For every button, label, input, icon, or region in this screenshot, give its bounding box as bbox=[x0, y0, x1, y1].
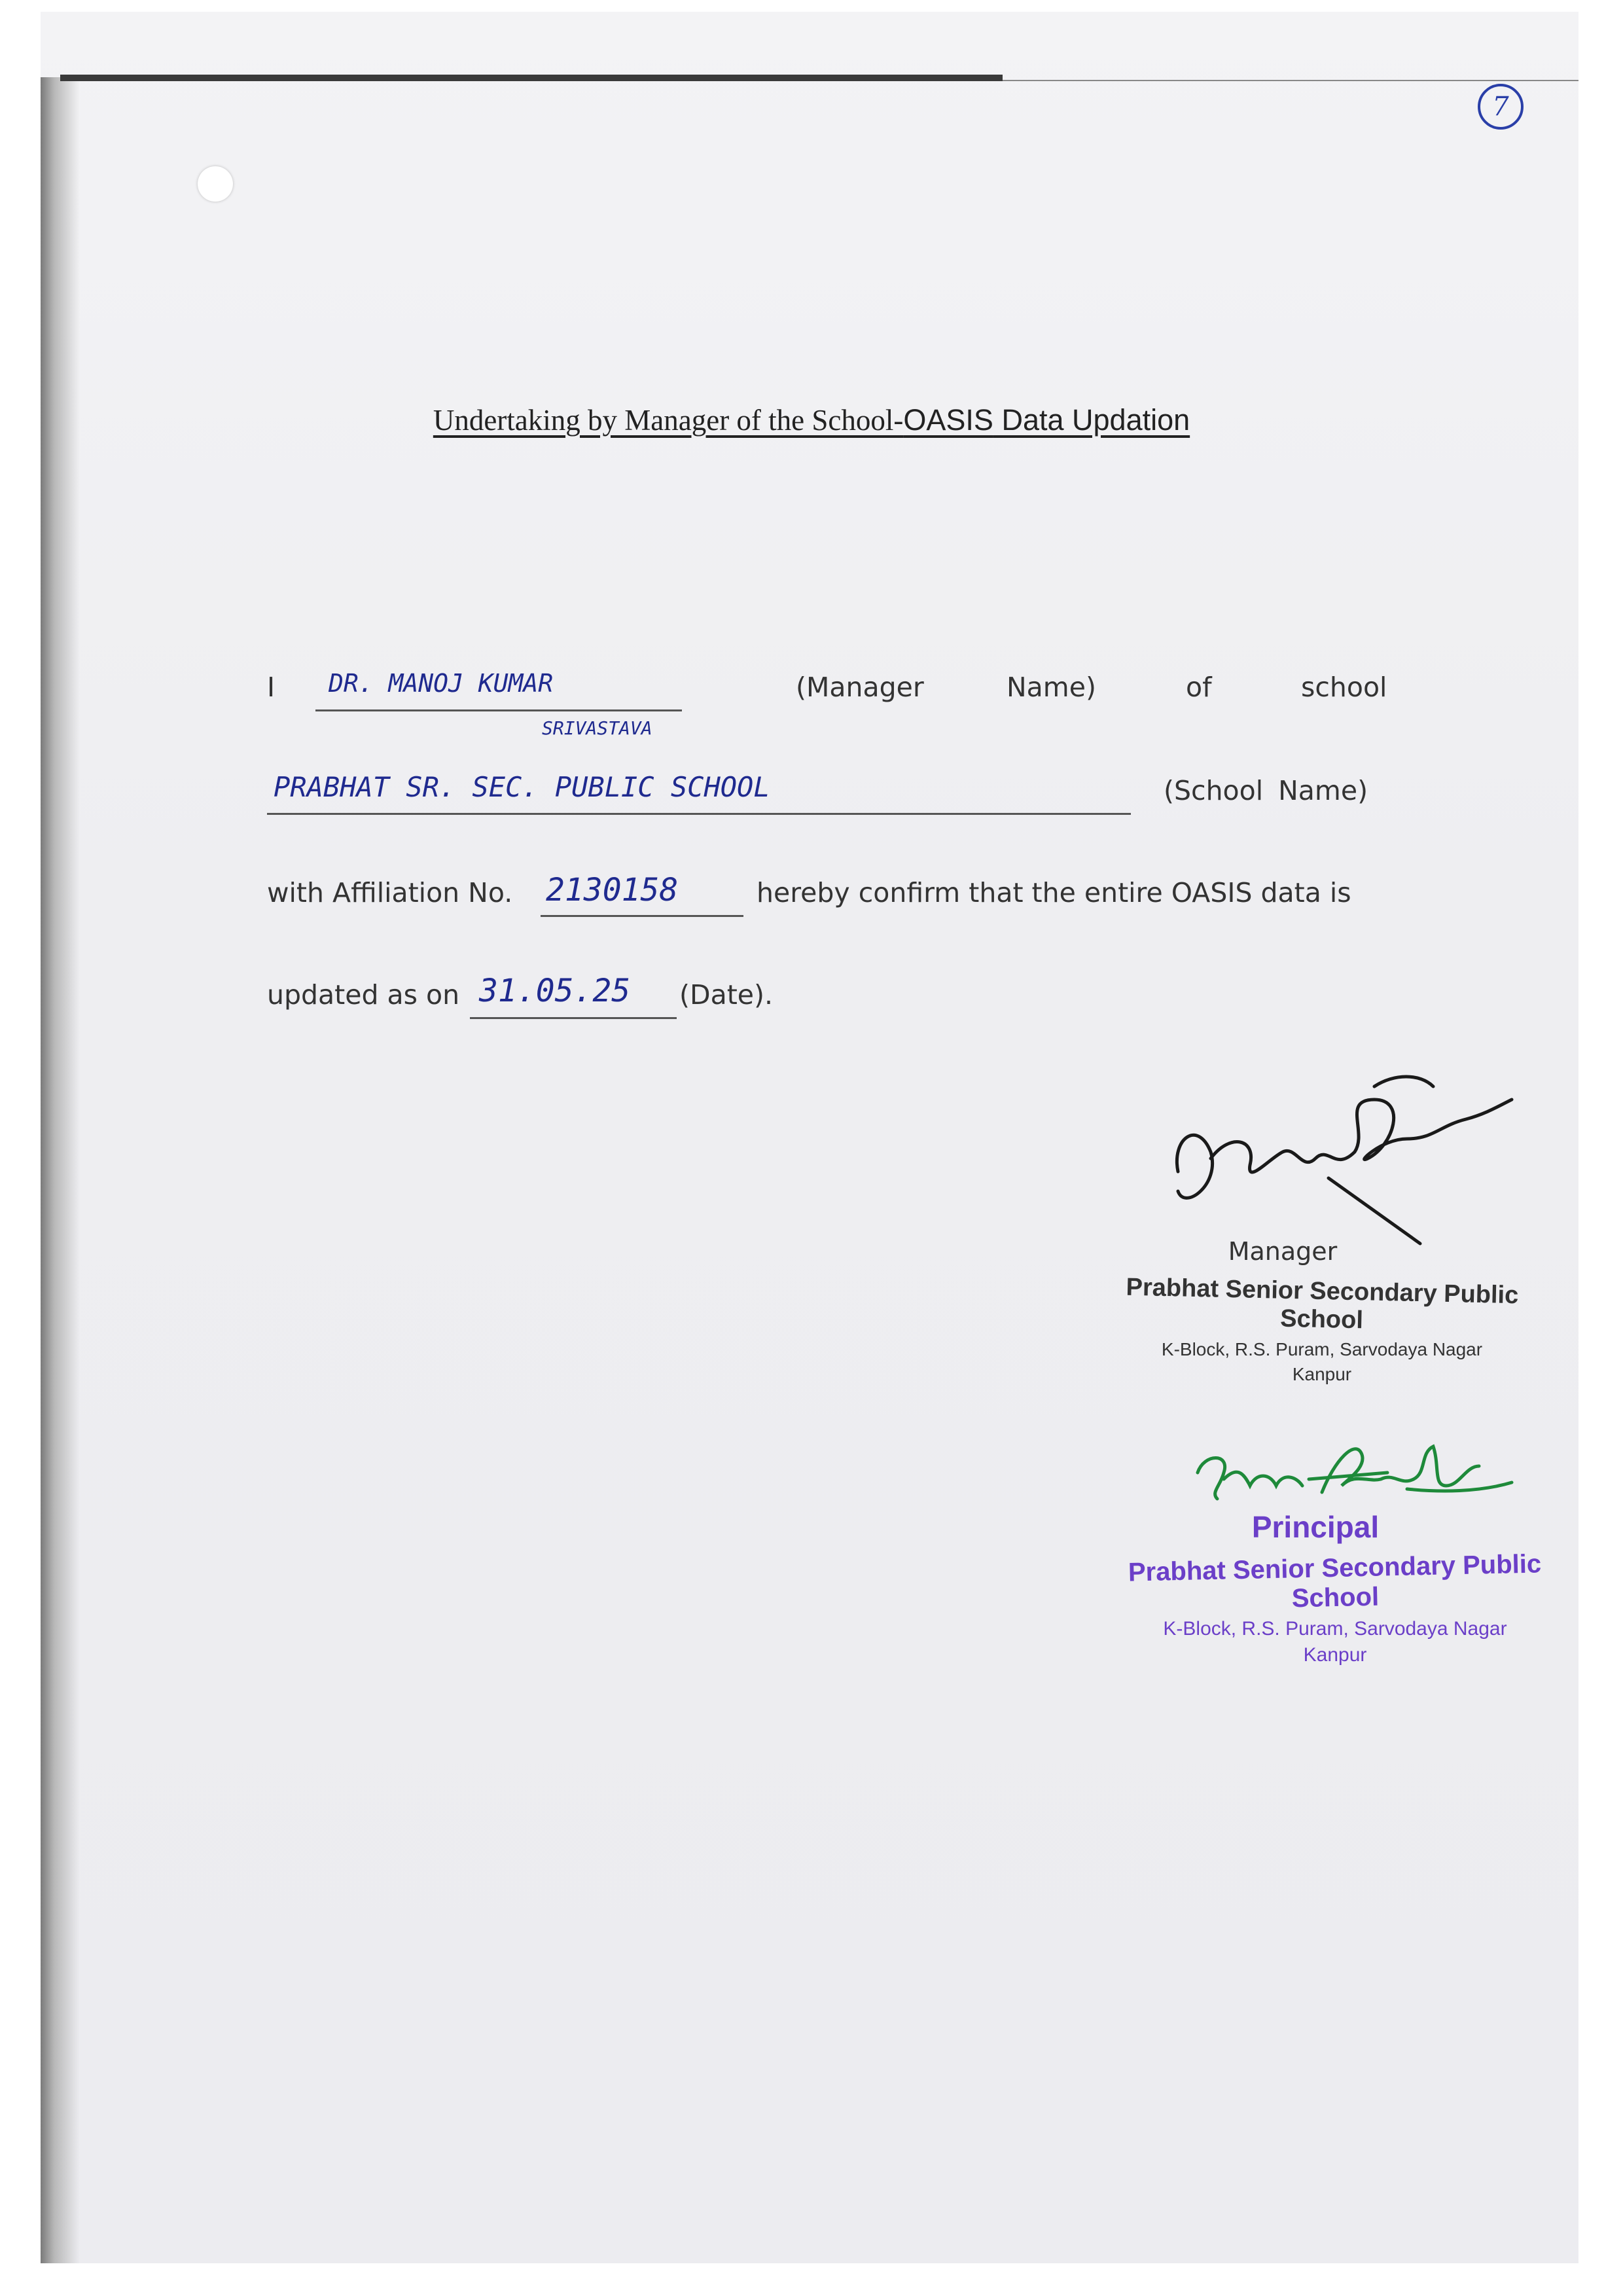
affiliation-number: 2130158 bbox=[546, 872, 679, 908]
top-edge-line bbox=[1003, 80, 1578, 81]
principal-stamp bbox=[1099, 1509, 1571, 1666]
affiliation-suffix: hereby confirm that the entire OASIS data is bbox=[757, 877, 1351, 908]
principal-stamp-city: Kanpur bbox=[1303, 1644, 1367, 1666]
title-part-2: OASIS bbox=[903, 403, 993, 437]
manager-stamp-address: K-Block, R.S. Puram, Sarvodaya Nagar bbox=[1161, 1339, 1483, 1359]
principal-stamp-address: K-Block, R.S. Puram, Sarvodaya Nagar bbox=[1163, 1618, 1507, 1640]
punch-hole bbox=[198, 166, 233, 202]
manager-name-value-continued: SRIVASTAVA bbox=[542, 717, 652, 739]
principal-signature bbox=[1191, 1427, 1518, 1512]
manager-name-blank bbox=[315, 669, 682, 711]
title-part-1: Undertaking by Manager of the School- bbox=[433, 404, 904, 437]
label-manager: (Manager bbox=[796, 672, 924, 703]
label-school: school bbox=[1301, 672, 1387, 703]
affiliation-blank bbox=[541, 872, 743, 917]
manager-role: Manager bbox=[1228, 1237, 1338, 1266]
label-name: Name) bbox=[1007, 672, 1096, 703]
school-name-blank bbox=[267, 771, 1131, 815]
page-number: 7 bbox=[1478, 84, 1524, 130]
manager-name-value: DR. MANOJ KUMAR bbox=[329, 669, 554, 698]
top-edge-bar bbox=[60, 75, 1003, 81]
date-value: 31.05.25 bbox=[479, 973, 631, 1009]
document-title bbox=[0, 403, 1623, 437]
title-part-3: Data Updation bbox=[993, 403, 1190, 437]
manager-stamp bbox=[1099, 1237, 1544, 1385]
principal-role: Principal bbox=[1251, 1510, 1380, 1544]
affiliation-prefix: with Affiliation No. bbox=[267, 877, 513, 908]
manager-signature bbox=[1158, 1060, 1525, 1257]
manager-stamp-school: Prabhat Senior Secondary Public School bbox=[1126, 1273, 1519, 1335]
school-name-value: PRABHAT SR. SEC. PUBLIC SCHOOL bbox=[274, 771, 770, 803]
label-school-name: (School Name) bbox=[1164, 775, 1368, 806]
updated-prefix: updated as on bbox=[267, 979, 460, 1011]
date-blank bbox=[470, 973, 677, 1019]
label-of: of bbox=[1186, 672, 1212, 703]
pronoun-i: I bbox=[267, 672, 276, 703]
date-label: (Date). bbox=[679, 979, 774, 1011]
manager-stamp-city: Kanpur bbox=[1292, 1364, 1352, 1384]
principal-stamp-school: Prabhat Senior Secondary Public School bbox=[1128, 1549, 1542, 1613]
